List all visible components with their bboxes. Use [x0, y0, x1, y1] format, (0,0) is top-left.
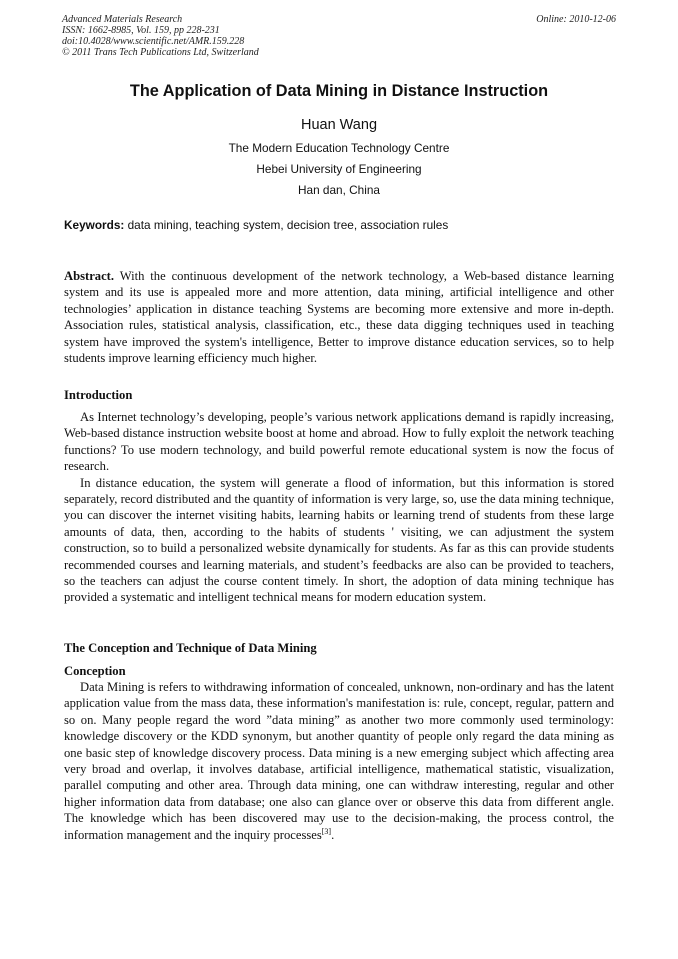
- conception-end: .: [331, 827, 335, 842]
- copyright-line: © 2011 Trans Tech Publications Ltd, Switzerland: [62, 47, 259, 58]
- conception-text: Data Mining is refers to withdrawing information of concealed, unknown, non-ordinary and has the latent application value from the mass data, these information's manifestation is: rule, concept, regular, pattern and so on. Many people regard the word ”data mining” as another two more commonly used terminology: knowledge discovery or the KDD synonym, but another quantity of people only regard the data mining as one basic step of knowledge discovery process. Data mining is a new emerging subject which affecting area very broad and overlap, it involves database, artificial intelligence, mathematical statistic, visualization, parallel computing and other area. Through data mining, one can withdraw interesting, regular and other higher information data from database; one also can glance over or observe this data from different angle. The knowledge which has been discovered may use to the decision-making, the process control, the information management and the inquiry processes: [64, 680, 614, 842]
- doi-line: doi:10.4028/www.scientific.net/AMR.159.228: [62, 36, 245, 47]
- introduction-heading: Introduction: [64, 388, 133, 402]
- keywords-label: Keywords:: [64, 218, 125, 232]
- affiliation-line-1: The Modern Education Technology Centre: [228, 141, 450, 155]
- affiliation-line-2: Hebei University of Engineering: [256, 162, 422, 176]
- online-date: Online: 2010-12-06: [536, 14, 616, 25]
- citation-ref: [3]: [321, 826, 332, 836]
- affiliation-line-3: Han dan, China: [298, 183, 380, 197]
- subsection-heading-conception: Conception: [64, 664, 126, 678]
- introduction-paragraph-2: In distance education, the system will generate a flood of information, but this information is stored separately, record distributed and the quantity of information is very large, so, use the data mining technique, you can discover the internet visiting habits, learning habits or learning trend of students from these large amounts of data, then, according to the habits of students ' visiting, we can adjustment the system construction, so to build a personalized website dynamically for students. As far as this can provide students recommended courses and learning materials, and student’s feedbacks are also can be provided to teachers, so the teachers can adjust the course content timely. In short, the adoption of data mining technique has provided a systematic and intelligent technical means for modern education system.: [64, 475, 614, 605]
- introduction-body: [64, 409, 614, 606]
- journal-name: Advanced Materials Research: [62, 14, 183, 25]
- abstract-label: Abstract.: [64, 269, 115, 283]
- paper-title: The Application of Data Mining in Distance Instruction: [129, 82, 549, 100]
- keywords: [64, 218, 624, 232]
- conception-paragraph: [64, 679, 614, 843]
- author-name: Huan Wang: [300, 117, 378, 133]
- issn-line: ISSN: 1662-8985, Vol. 159, pp 228-231: [62, 25, 220, 36]
- abstract-text: With the continuous development of the network technology, a Web-based distance learning system and its use is appealed more and more attention, data mining, artificial intelligence and other technologies’ application in distance teaching Systems are becoming more extensive and more in-depth. Association rules, statistical analysis, classification, etc., these data digging techniques used in teaching system have improved the system's intelligence, Better to improve distance education services, so to help students improve learning efficiency much higher.: [64, 269, 614, 366]
- keywords-text: data mining, teaching system, decision tree, association rules: [124, 218, 449, 232]
- conception-body: [64, 679, 614, 843]
- introduction-paragraph-1: As Internet technology’s developing, people’s various network applications demand is rapidly increasing, Web-based distance instruction website boost at home and abroad. How to fully exploit the network teaching functions? To use modern technology, and build powerful remote educational system is now the focus of research.: [64, 410, 614, 474]
- section-heading-data-mining: The Conception and Technique of Data Mining: [64, 641, 317, 655]
- journal-header: [62, 14, 616, 58]
- abstract: [64, 268, 614, 366]
